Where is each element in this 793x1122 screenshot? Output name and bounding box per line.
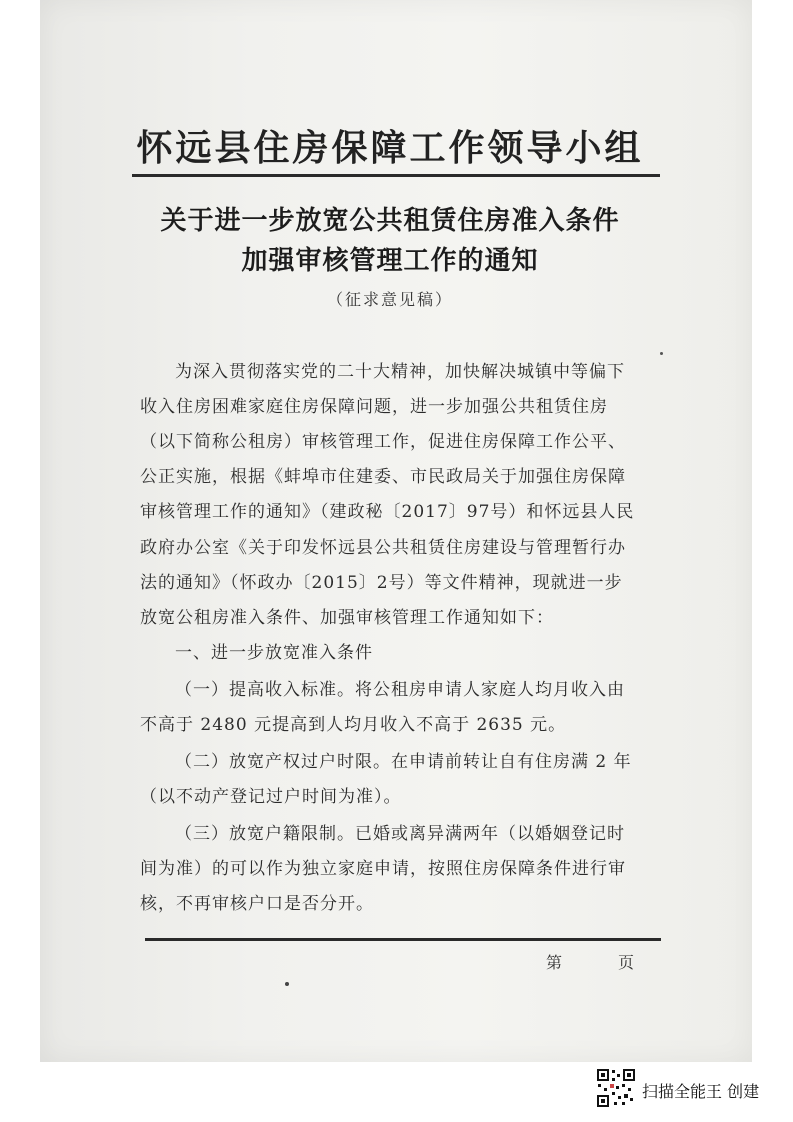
item-line: 不高于 2480 元提高到人均月收入不高于 2635 元。 bbox=[140, 715, 567, 735]
item-line: 间为准）的可以作为独立家庭申请，按照住房保障条件进行审 bbox=[140, 859, 626, 879]
scan-speck bbox=[660, 352, 663, 355]
draft-label: （征求意见稿） bbox=[326, 290, 453, 309]
issuing-body-title: 怀远县住房保障工作领导小组 bbox=[136, 127, 644, 169]
body-line: 放宽公租房准入条件、加强审核管理工作通知如下： bbox=[140, 608, 554, 628]
qr-code-icon bbox=[596, 1068, 636, 1108]
footer-divider bbox=[145, 938, 661, 941]
item-line: （二）放宽产权过户时限。在申请前转让自有住房满 2 年 bbox=[175, 752, 632, 772]
section-heading: 一、进一步放宽准入条件 bbox=[175, 643, 373, 663]
body-line: 为深入贯彻落实党的二十大精神，加快解决城镇中等偏下 bbox=[175, 362, 625, 382]
page-number-label: 第 bbox=[546, 953, 563, 972]
page-number-suffix: 页 bbox=[618, 953, 635, 972]
body-line: 收入住房困难家庭住房保障问题，进一步加强公共租赁住房 bbox=[140, 397, 608, 417]
item-line: （以不动产登记过户时间为准）。 bbox=[140, 787, 402, 807]
notice-title-line-2: 加强审核管理工作的通知 bbox=[241, 246, 539, 276]
body-line: 公正实施，根据《蚌埠市住建委、市民政局关于加强住房保障 bbox=[140, 467, 626, 487]
item-line: （一）提高收入标准。将公租房申请人家庭人均月收入由 bbox=[175, 680, 625, 700]
item-line: （三）放宽户籍限制。已婚或离异满两年（以婚姻登记时 bbox=[175, 824, 625, 844]
scan-speck bbox=[285, 982, 289, 986]
body-line: 政府办公室《关于印发怀远县公共租赁住房建设与管理暂行办 bbox=[140, 538, 626, 558]
notice-title-line-1: 关于进一步放宽公共租赁住房准入条件 bbox=[160, 206, 620, 236]
body-line: 审核管理工作的通知》（建政秘〔2017〕97号）和怀远县人民 bbox=[140, 502, 635, 522]
item-line: 核，不再审核户口是否分开。 bbox=[140, 894, 374, 914]
scanner-watermark: 扫描全能王 创建 bbox=[642, 1082, 760, 1101]
body-line: 法的通知》（怀政办〔2015〕2号）等文件精神，现就进一步 bbox=[140, 573, 623, 593]
header-divider bbox=[132, 174, 660, 177]
body-line: （以下简称公租房）审核管理工作，促进住房保障工作公平、 bbox=[140, 432, 626, 452]
